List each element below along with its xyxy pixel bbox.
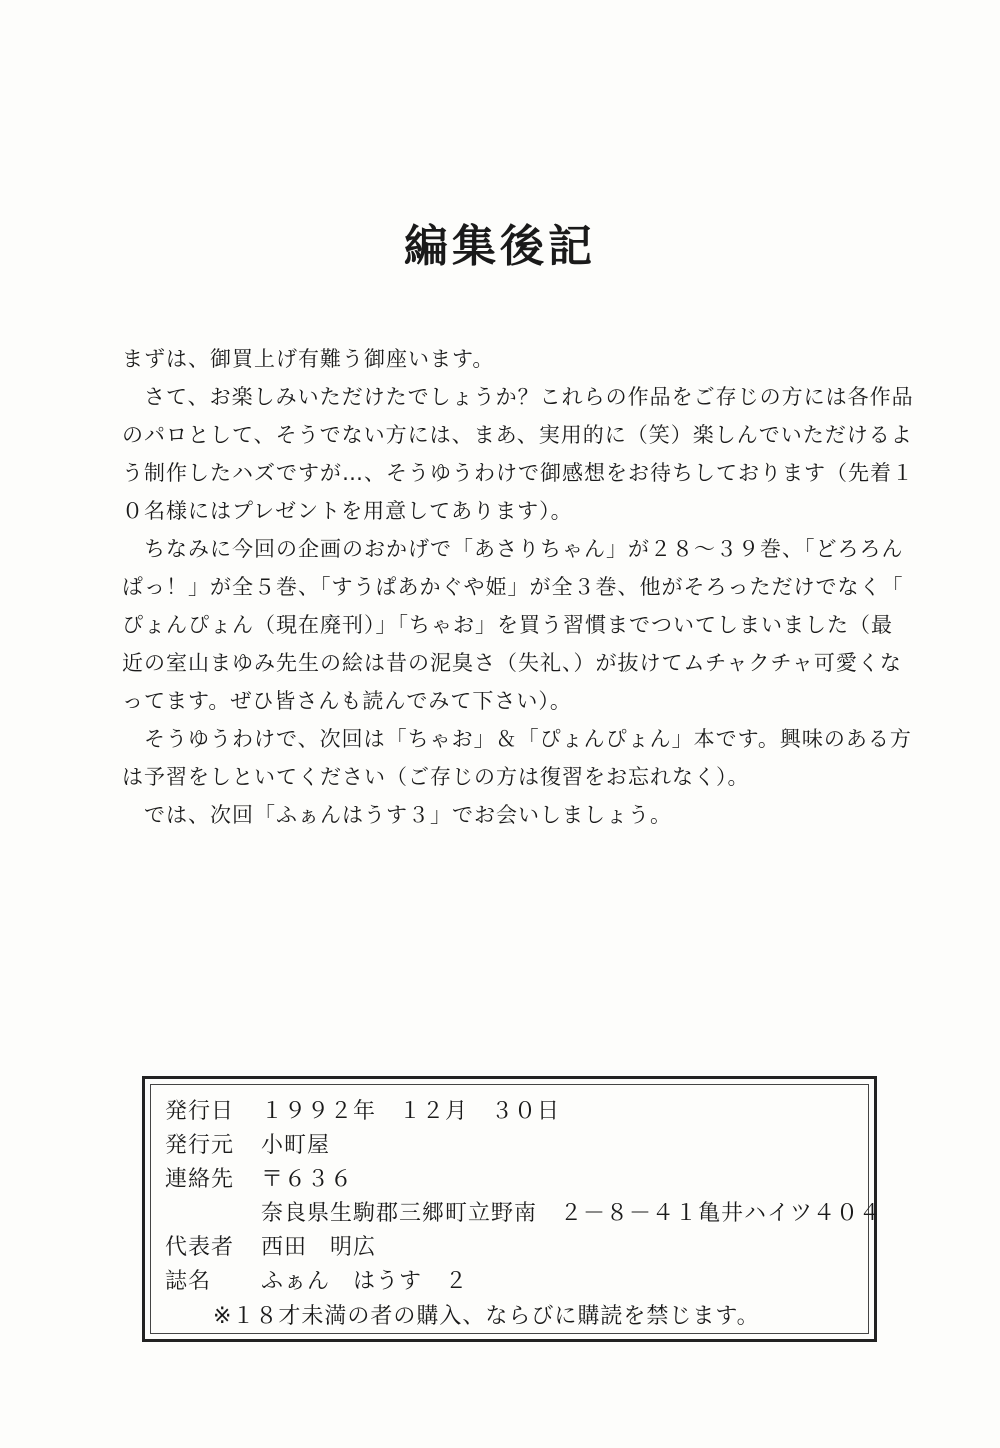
colophon-row-representative — [165, 1231, 882, 1265]
colophon-value: 〒６３６ — [261, 1167, 354, 1192]
body-line: まずは、御買上げ有難う御座います。 — [122, 347, 495, 371]
body-line: では、次回「ふぁんはうす３」でお会いしましょう。 — [144, 803, 672, 827]
afterword-body — [122, 340, 932, 834]
colophon-value: 奈良県生駒郡三郷町立野南 ２－８－４１亀井ハイツ４０４ — [261, 1201, 883, 1226]
colophon-row-magazine-name — [165, 1265, 882, 1299]
age-restriction-notice: ※１８才未満の者の購入、ならびに購読を禁じます。 — [213, 1304, 760, 1329]
colophon-inner-border — [150, 1084, 883, 1334]
body-line: ぱっ！」が全５巻、「すうぱあかぐや姫」が全３巻、他がそろっただけでなく「 — [122, 575, 904, 599]
colophon-row-address — [165, 1197, 882, 1231]
colophon-value: １９９２年 １２月 ３０日 — [261, 1099, 561, 1124]
colophon-label: 発行日 — [165, 1099, 235, 1124]
colophon-value: 小町屋 — [261, 1133, 331, 1158]
colophon-value: ふぁん はうす ２ — [261, 1269, 469, 1294]
colophon-row-issue-date — [165, 1095, 882, 1129]
colophon-rows — [165, 1095, 882, 1299]
body-line: 近の室山まゆみ先生の絵は昔の泥臭さ（失礼、）が抜けてムチャクチャ可愛くな — [122, 651, 902, 675]
body-line: う制作したハズですが…、そうゆうわけで御感想をお待ちしております（先着１ — [122, 461, 914, 485]
colophon-label: 連絡先 — [165, 1167, 235, 1192]
body-line: ってます。ぜひ皆さんも読んでみて下さい）。 — [122, 689, 572, 713]
body-line: は予習をしといてください（ご存じの方は復習をお忘れなく）。 — [122, 765, 750, 789]
colophon-label: 誌名 — [165, 1269, 212, 1294]
colophon-label: 代表者 — [165, 1235, 235, 1260]
colophon-row-publisher — [165, 1129, 882, 1163]
body-line: ０名様にはプレゼントを用意してあります）。 — [122, 499, 573, 523]
colophon-row-contact — [165, 1163, 882, 1197]
body-line: ぴょんぴょん（現在廃刊）」「ちゃお」を買う習慣までついてしまいました（最 — [122, 613, 893, 637]
body-line: そうゆうわけで、次回は「ちゃお」＆「ぴょんぴょん」本です。興味のある方 — [144, 727, 912, 751]
body-line: のパロとして、そうでない方には、まあ、実用的に（笑）楽しんでいただけるよ — [122, 423, 913, 447]
colophon-box — [142, 1076, 883, 1342]
page-title: 編集後記 — [404, 221, 596, 272]
colophon-label — [165, 1197, 261, 1231]
colophon-value: 西田 明広 — [261, 1235, 377, 1260]
body-line: ちなみに今回の企画のおかげで「あさりちゃん」が２８～３９巻、「どろろん — [144, 537, 904, 561]
body-line: さて、お楽しみいただけたでしょうか？これらの作品をご存じの方には各作品 — [144, 385, 914, 409]
colophon-label: 発行元 — [165, 1133, 235, 1158]
